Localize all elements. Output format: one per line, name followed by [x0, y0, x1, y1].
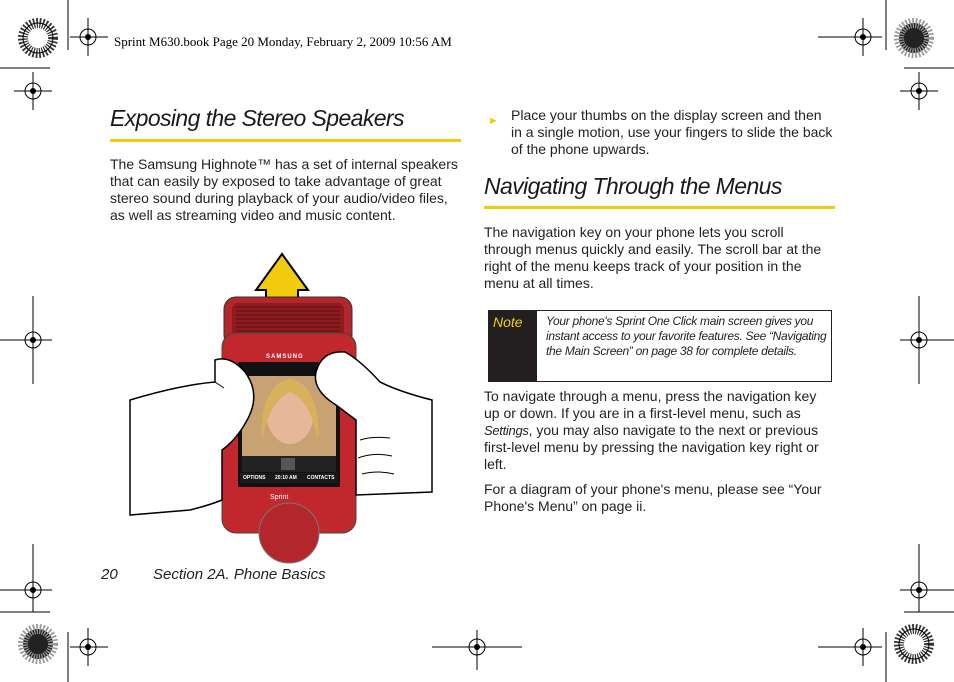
navigation-wheel: [259, 503, 319, 563]
phone-contacts-label: CONTACTS: [307, 475, 335, 481]
phone-time: 20:10 AM: [275, 475, 297, 481]
slide-step-text: Place your thumbs on the display screen and then in a single motion, use your fingers to slide the back of the phone upwards.: [511, 107, 833, 157]
navigation-paragraph: The navigation key on your phone lets you scroll through menus quickly and easily. The scroll bar at the right of the menu keeps track of your position in the menu at all times.: [484, 224, 822, 291]
navigate-text-start: To navigate through a menu, press the navigation key up or down. If you are in a first-level menu, such as: [484, 388, 817, 421]
section-heading-menus: Navigating Through the Menus: [484, 173, 782, 199]
section-label: Section 2A. Phone Basics: [153, 566, 326, 583]
menu-diagram-paragraph: For a diagram of your phone's menu, please see “Your Phone's Menu” on page ii.: [484, 481, 822, 514]
phone-carrier-logo: Sprint: [270, 494, 289, 501]
navigate-menu-paragraph: [484, 388, 834, 473]
section-heading-speakers: Exposing the Stereo Speakers: [110, 105, 404, 131]
heading-rule: [484, 206, 835, 209]
note-label-cell: [489, 311, 537, 381]
phone-options-label: OPTIONS: [243, 475, 266, 481]
print-slug: Sprint M630.book Page 20 Monday, February 2, 2009 10:56 AM: [114, 34, 452, 49]
speakers-paragraph: The Samsung Highnote™ has a set of internal speakers that can easily by exposed to take advantage of great stereo sound during playback of your audio/video files, as well as streaming video and music content.: [110, 156, 458, 223]
note-text: Your phone's Sprint One Click main screen gives you instant access to your favorite features. See “Navigating the Main Screen” on page 38 for complete details.: [546, 314, 827, 358]
step-bullet-icon: ►: [488, 115, 499, 127]
note-label: Note: [493, 314, 523, 330]
settings-term: Settings: [484, 423, 529, 438]
note-box: [488, 310, 832, 382]
phone-brand-label: SAMSUNG: [266, 354, 304, 360]
page-number: 20: [101, 566, 118, 583]
navigate-text-end: , you may also navigate to the next or previous first-level menu by pressing the navigation key right or left.: [484, 422, 819, 472]
